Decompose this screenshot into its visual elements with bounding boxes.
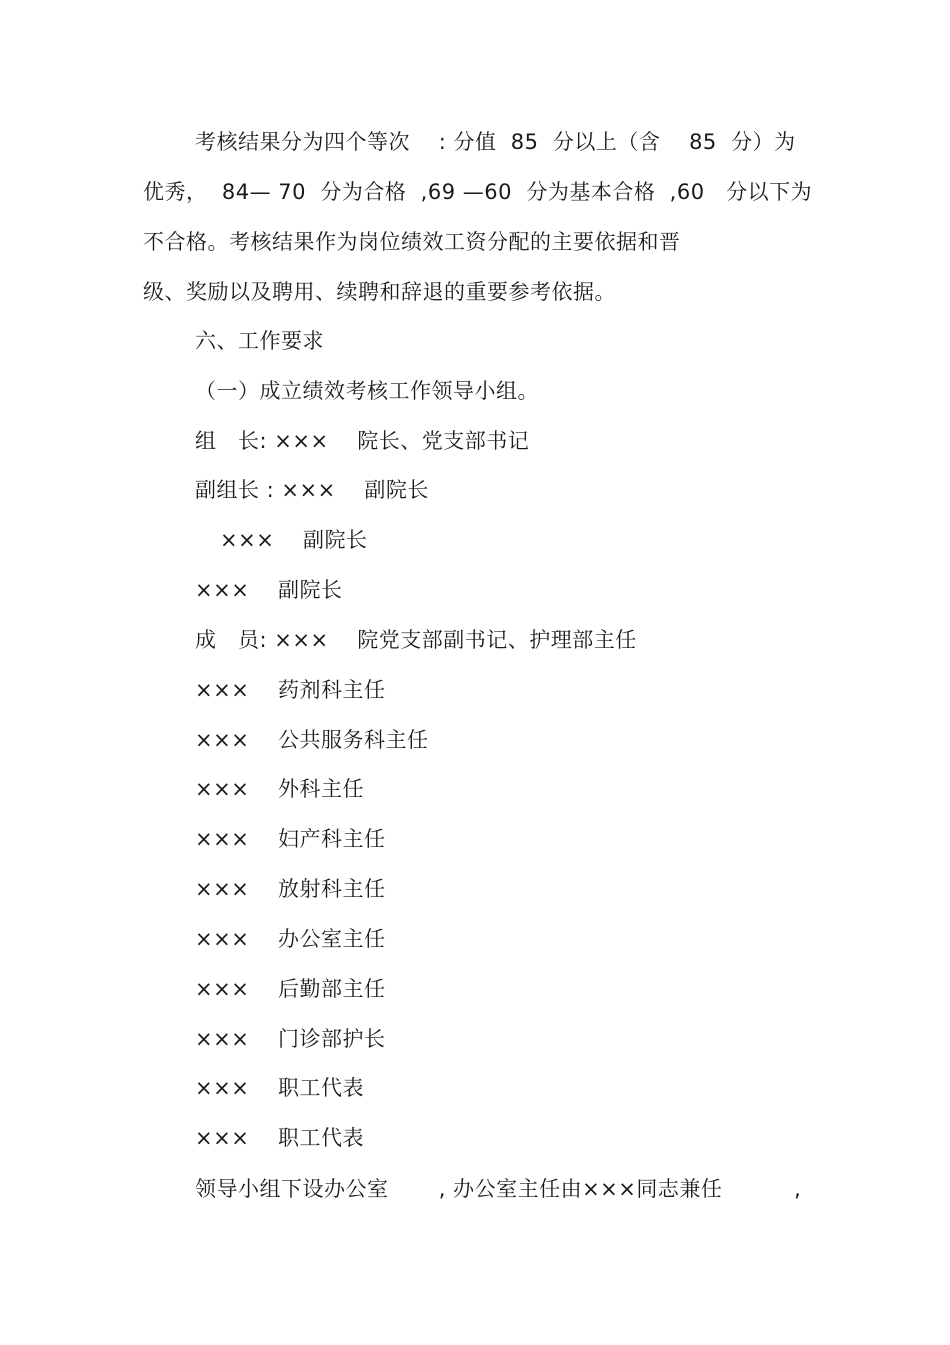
paragraph-line: 不合格。考核结果作为岗位绩效工资分配的主要依据和晋 xyxy=(143,230,681,254)
member-line: ××× 副院长 xyxy=(195,578,343,602)
paragraph-line: 优秀， 84— 70 分为合格 ,69 —60 分为基本合格 ,60 分以下为 xyxy=(143,180,813,204)
member-line: ××× 门诊部护长 xyxy=(195,1027,386,1051)
member-line: 组 长: ××× 院长、党支部书记 xyxy=(195,429,530,453)
paragraph-line: 级、奖励以及聘用、续聘和辞退的重要参考依据。 xyxy=(143,280,616,304)
subsection-heading: （一）成立绩效考核工作领导小组。 xyxy=(195,379,539,403)
member-line: ××× 公共服务科主任 xyxy=(195,728,429,752)
member-line: 成 员: ××× 院党支部副书记、护理部主任 xyxy=(195,628,637,652)
closing-line: 领导小组下设办公室 , 办公室主任由×××同志兼任 , xyxy=(195,1177,802,1201)
section-heading: 六、工作要求 xyxy=(195,329,324,353)
member-line: 副组长 : ××× 副院长 xyxy=(195,478,429,502)
member-line: ××× 放射科主任 xyxy=(195,877,386,901)
member-line: ××× 后勤部主任 xyxy=(195,977,386,1001)
member-line: ××× 妇产科主任 xyxy=(195,827,386,851)
member-line: ××× 职工代表 xyxy=(195,1076,364,1100)
member-line: ××× 副院长 xyxy=(220,528,368,552)
member-line: ××× 办公室主任 xyxy=(195,927,386,951)
paragraph-line: 考核结果分为四个等次 : 分值 85 分以上（含 85 分）为 xyxy=(195,130,796,154)
member-line: ××× 药剂科主任 xyxy=(195,678,386,702)
member-line: ××× 职工代表 xyxy=(195,1126,364,1150)
member-line: ××× 外科主任 xyxy=(195,777,364,801)
